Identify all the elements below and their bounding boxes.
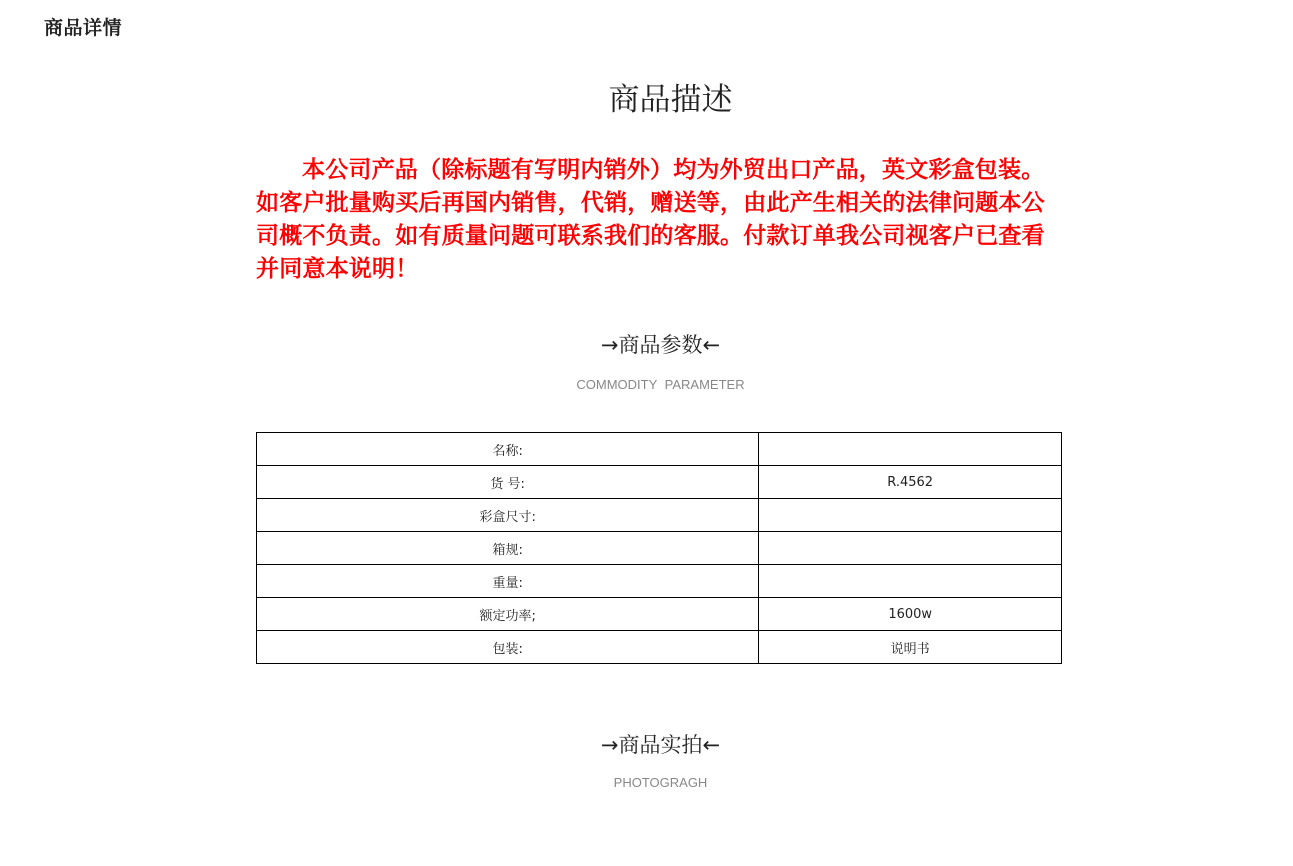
param-value — [759, 499, 1062, 532]
table-row — [257, 598, 1062, 631]
table-row — [257, 433, 1062, 466]
param-value: 1600w — [759, 598, 1062, 631]
description-title: 商品描述 — [608, 82, 733, 118]
photos-section-title: →商品实拍← — [600, 733, 721, 757]
params-section-title: →商品参数← — [600, 333, 721, 357]
table-row — [257, 631, 1062, 664]
page-title: 商品详情 — [44, 17, 123, 39]
notice-text: 本公司产品（除标题有写明内销外）均为外贸出口产品，英文彩盒包装。如客户批量购买后再国内销售，代销，赠送等，由此产生相关的法律问题本公司概不负责。如有质量问题可联系我们的客服。付款订单我公司视客户已查看并同意本说明！ — [256, 157, 1045, 282]
param-value — [759, 565, 1062, 598]
param-label: 额定功率; — [257, 598, 759, 631]
param-value: R.4562 — [759, 466, 1062, 499]
param-label: 重量: — [257, 565, 759, 598]
photos-section-subtitle: PHOTOGRAGH — [613, 775, 708, 790]
param-label: 货 号: — [257, 466, 759, 499]
params-section-subtitle: COMMODITY PARAMETER — [576, 377, 745, 392]
table-row — [257, 466, 1062, 499]
param-label: 名称: — [257, 433, 759, 466]
param-value: 说明书 — [759, 631, 1062, 664]
param-label: 彩盒尺寸: — [257, 499, 759, 532]
param-label: 箱规: — [257, 532, 759, 565]
param-value — [759, 433, 1062, 466]
param-label: 包装: — [257, 631, 759, 664]
table-row — [257, 565, 1062, 598]
table-row — [257, 532, 1062, 565]
params-table — [256, 432, 1062, 664]
table-row — [257, 499, 1062, 532]
param-value — [759, 532, 1062, 565]
